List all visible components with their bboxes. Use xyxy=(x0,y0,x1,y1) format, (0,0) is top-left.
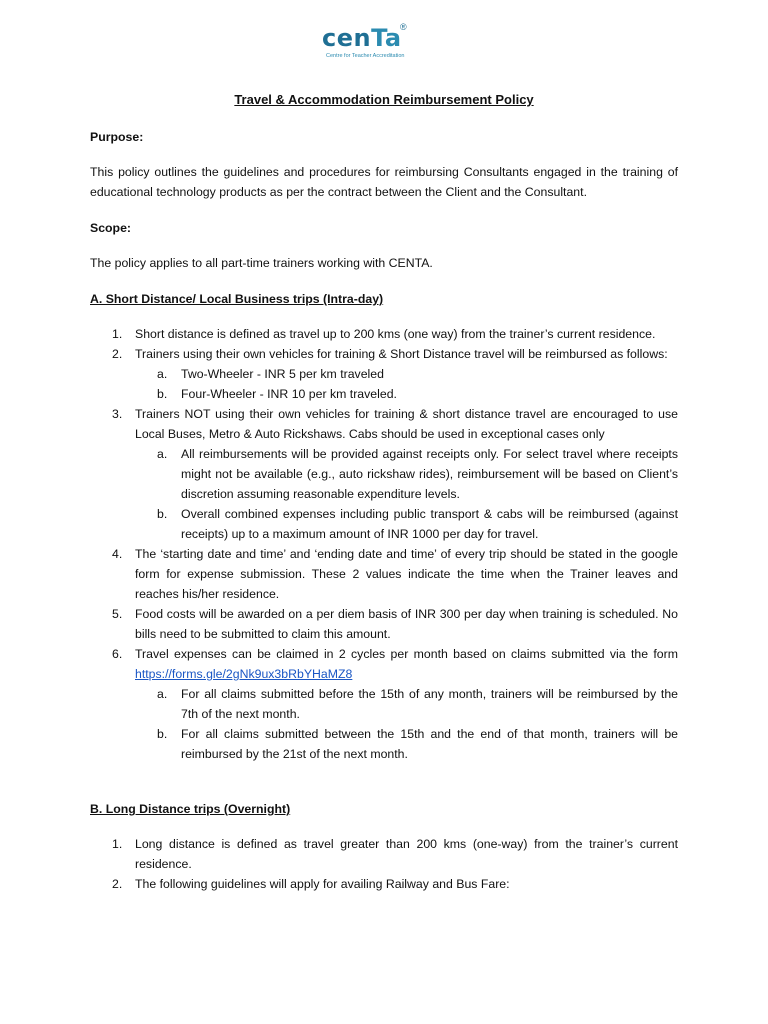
purpose-heading: Purpose: xyxy=(90,130,144,144)
sub-list-item: b. For all claims submitted between the 15th and the end of that month, trainers will be reimbursed by the 21st of the next month. xyxy=(157,727,678,761)
list-item: 4. The ‘starting date and time’ and ‘ending date and time’ of every trip should be stated in the google form for expense submission. These 2 values indicate the time when the Trainer leaves and reaches his/her residence. xyxy=(112,547,678,601)
logo-subtitle: Centre for Teacher Accreditation xyxy=(326,53,405,59)
sub-list-item: b. Overall combined expenses including public transport & cabs will be reimbursed (against receipts) up to a maximum amount of INR 1000 per day for travel. xyxy=(157,507,678,541)
scope-heading: Scope: xyxy=(90,221,131,235)
sub-list-item: a. For all claims submitted before the 15th of any month, trainers will be reimbursed by the 7th of the next month. xyxy=(157,687,678,721)
purpose-text: This policy outlines the guidelines and procedures for reimbursing Consultants engaged in the training of educational technology products as per the contract between the Client and the Consultant. xyxy=(90,165,678,199)
registered-mark: ® xyxy=(400,22,407,32)
scope-text: The policy applies to all part-time trainers working with CENTA. xyxy=(90,256,433,270)
sub-list-item: a. All reimbursements will be provided against receipts only. For select travel where receipts might not be available (e.g., auto rickshaw rides), reimbursement will be based on Client’s discretion assuming reasonable expenditure levels. xyxy=(157,447,678,501)
document-title: Travel & Accommodation Reimbursement Policy xyxy=(234,92,534,107)
section-a-list xyxy=(90,324,678,764)
list-item: 2. The following guidelines will apply for availing Railway and Bus Fare: xyxy=(112,877,510,891)
list-item: 2. Trainers using their own vehicles for training & Short Distance travel will be reimbursed as follows: a. Two-Wheeler - INR 5 per km traveled b. Four-Wheeler - INR 10 per km traveled. xyxy=(90,344,678,404)
section-a-heading: A. Short Distance/ Local Business trips (Intra-day) xyxy=(90,292,384,306)
expense-form-link[interactable]: https://forms.gle/2gNk9ux3bRbYHaMZ8 xyxy=(135,667,353,681)
sub-list-item: b. Four-Wheeler - INR 10 per km traveled. xyxy=(157,387,397,401)
list-item: 3. Trainers NOT using their own vehicles for training & short distance travel are encouraged to use Local Buses, Metro & Auto Rickshaws. Cabs should be used in exceptional cases only a. All reimbursements will be provided against receipts only. For select travel where receipts might not be available (e.g., auto rickshaw rides), reimbursement will be based on Client’s discretion assuming reasonable expenditure levels. b. Overall combined expenses including public transport & cabs will be reimbursed (against receipts) up to a maximum amount of INR 1000 per day for travel. xyxy=(90,404,678,544)
logo-word-b: Ta xyxy=(371,24,402,52)
centa-logo xyxy=(322,24,414,60)
list-item: 6. Travel expenses can be claimed in 2 cycles per month based on claims submitted via the form https://forms.gle/2gNk9ux3bRbYHaMZ8 a. For all claims submitted before the 15th of any month, trainers will be reimbursed by the 7th of the next month. b. For all claims submitted between the 15th and the end of that month, trainers will be reimbursed by the 21st of the next month. xyxy=(90,644,678,764)
list-item: 1. Short distance is defined as travel up to 200 kms (one way) from the trainer’s current residence. xyxy=(112,327,656,341)
section-b-heading: B. Long Distance trips (Overnight) xyxy=(90,802,291,816)
section-b-list xyxy=(90,834,678,894)
logo-wordmark xyxy=(322,24,402,52)
list-item: 1. Long distance is defined as travel greater than 200 kms (one-way) from the trainer’s current residence. xyxy=(112,837,678,871)
logo-word-a: cen xyxy=(322,24,372,52)
list-item: 5. Food costs will be awarded on a per diem basis of INR 300 per day when training is scheduled. No bills need to be submitted to claim this amount. xyxy=(112,607,678,641)
sub-list-item: a. Two-Wheeler - INR 5 per km traveled xyxy=(157,367,384,381)
